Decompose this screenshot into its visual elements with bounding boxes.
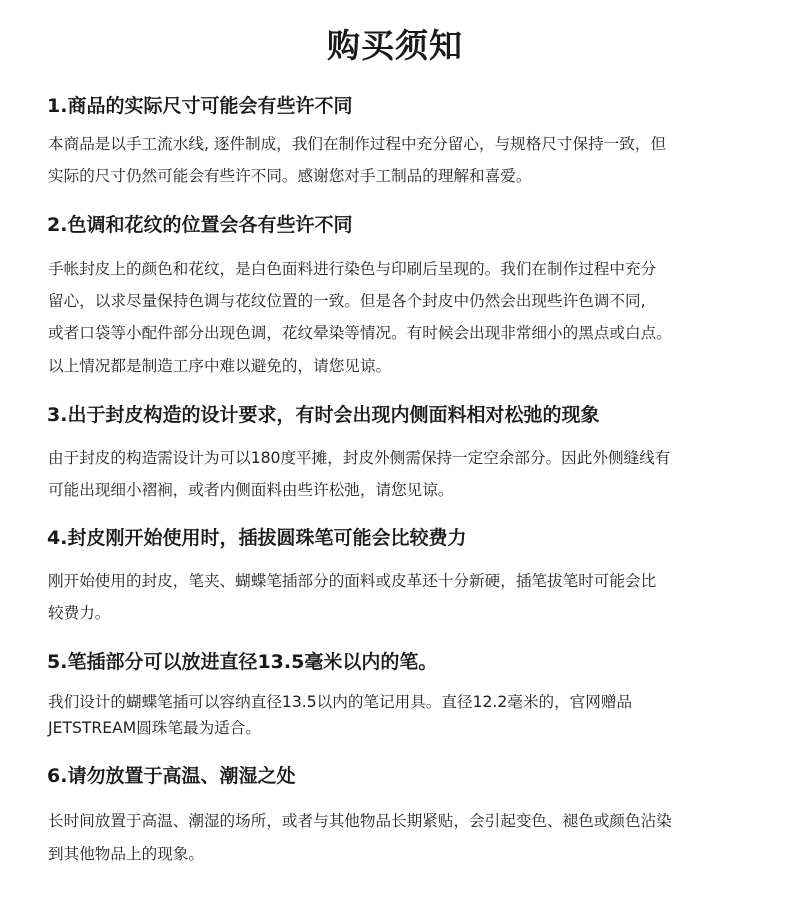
section-heading: 1.商品的实际尺寸可能会有些许不同 — [47, 95, 353, 117]
section-text-line: 我们设计的蝴蝶笔插可以容纳直径13.5以内的笔记用具。直径12.2毫米的，官网赠品 — [48, 693, 633, 711]
section-heading: 2.色调和花纹的位置会各有些许不同 — [47, 214, 353, 236]
section-text-line: JETSTREAM圆珠笔最为适合。 — [48, 719, 261, 737]
section-text-line: 到其他物品上的现象。 — [48, 845, 204, 863]
section-text-line: 留心，以求尽量保持色调与花纹位置的一致。但是各个封皮中仍然会出现些许色调不同, — [48, 292, 646, 310]
section-heading: 5.笔插部分可以放进直径13.5毫米以内的笔。 — [47, 651, 438, 673]
section-text-line: 手帐封皮上的颜色和花纹，是白色面料进行染色与印刷后呈现的。我们在制作过程中充分 — [48, 260, 657, 278]
section-text-line: 本商品是以手工流水线, 逐件制成，我们在制作过程中充分留心，与规格尺寸保持一致，但 — [48, 135, 667, 153]
section-text-line: 以上情况都是制造工序中难以避免的，请您见谅。 — [48, 357, 392, 375]
section-text-line: 较费力。 — [48, 604, 111, 622]
section-text-line: 可能出现细小褶裥，或者内侧面料由些许松弛，请您见谅。 — [48, 481, 454, 499]
section-text-line: 刚开始使用的封皮，笔夹、蝴蝶笔插部分的面料或皮革还十分新硬，插笔拔笔时可能会比 — [48, 572, 657, 590]
section-text-line: 长时间放置于高温、潮湿的场所，或者与其他物品长期紧贴，会引起变色、褪色或颜色沾染 — [48, 812, 672, 830]
section-text-line: 由于封皮的构造需设计为可以180度平摊，封皮外侧需保持一定空余部分。因此外侧缝线有 — [48, 449, 671, 467]
section-heading: 3.出于封皮构造的设计要求，有时会出现内侧面料相对松弛的现象 — [47, 404, 600, 426]
section-text-line: 实际的尺寸仍然可能会有些许不同。感谢您对手工制品的理解和喜爱。 — [48, 167, 532, 185]
section-heading: 4.封皮刚开始使用时，插拔圆珠笔可能会比较费力 — [47, 527, 467, 549]
page-title: 购买须知 — [327, 26, 463, 65]
section-text-line: 或者口袋等小配件部分出现色调，花纹晕染等情况。有时候会出现非常细小的黑点或白点。 — [48, 324, 672, 342]
section-heading: 6.请勿放置于高温、潮湿之处 — [47, 765, 296, 787]
